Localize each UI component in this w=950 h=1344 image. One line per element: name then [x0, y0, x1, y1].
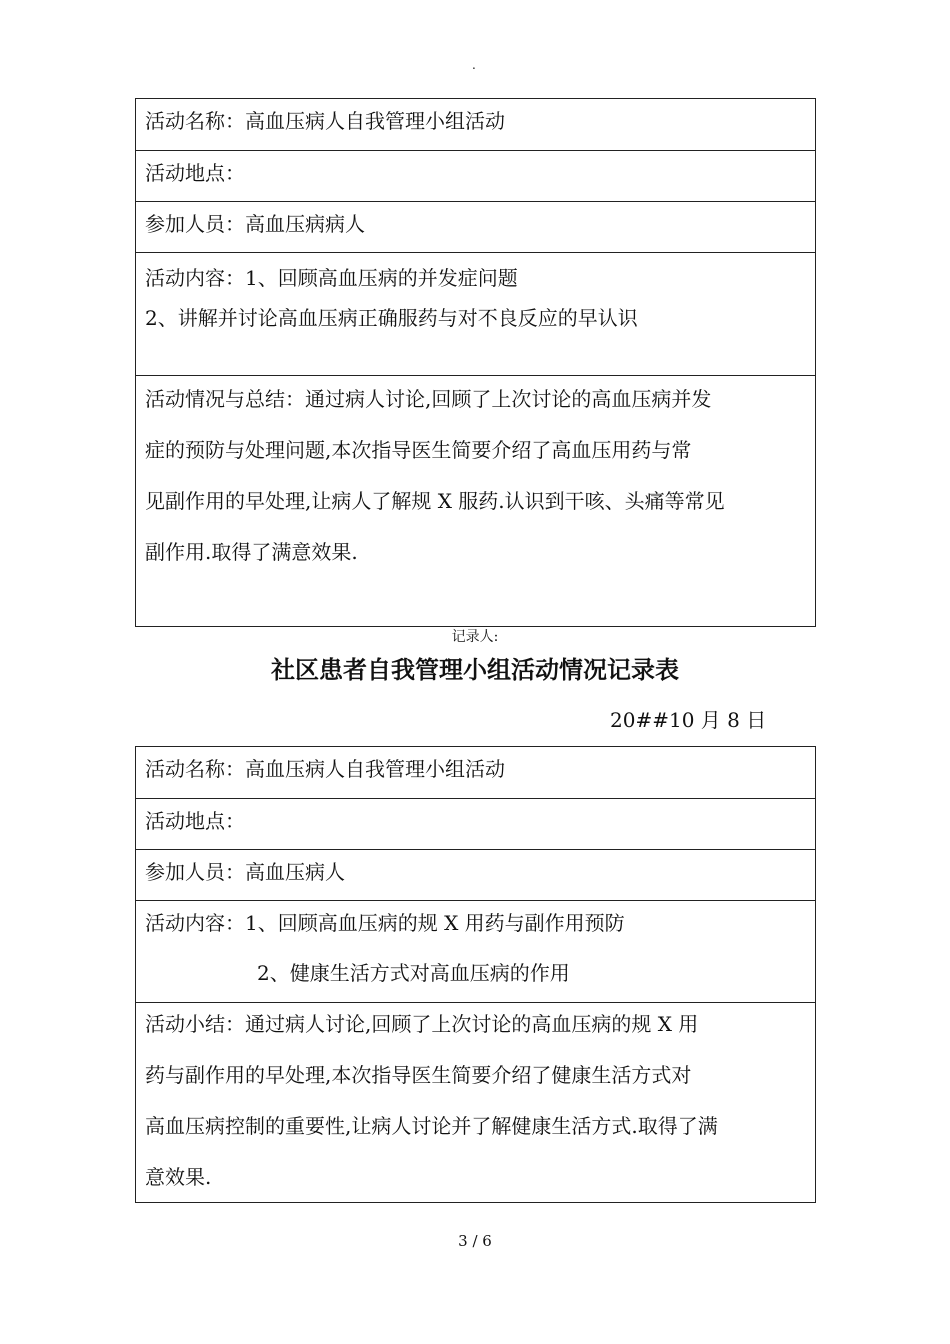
record-date: 20##10 月 8 日: [610, 708, 767, 732]
header-dot: .: [472, 58, 476, 72]
summary-line-4: 副作用.取得了满意效果.: [145, 540, 358, 564]
page-title: 社区患者自我管理小组活动情况记录表: [271, 655, 679, 684]
content-line-2: 2、讲解并讨论高血压病正确服药与对不良反应的早认识: [145, 306, 638, 330]
participants-row: 参加人员：高血压病病人: [136, 201, 815, 252]
participants-row: 参加人员：高血压病人: [136, 849, 815, 900]
summary-line-3: 高血压病控制的重要性,让病人讨论并了解健康生活方式.取得了满: [145, 1114, 718, 1138]
record-table-2: [135, 746, 816, 1203]
summary-line-2: 症的预防与处理问题,本次指导医生简要介绍了高血压用药与常: [145, 438, 692, 462]
summary-line-1: 活动情况与总结：通过病人讨论,回顾了上次讨论的高血压病并发: [145, 387, 712, 411]
recorder-label: 记录人:: [451, 629, 499, 645]
summary-line-4: 意效果.: [145, 1165, 212, 1189]
activity-name-row: 活动名称：高血压病人自我管理小组活动: [145, 757, 505, 781]
content-line-1: 活动内容：1、回顾高血压病的并发症问题: [145, 266, 518, 290]
summary-line-3: 见副作用的早处理,让病人了解规 X 服药.认识到干咳、头痛等常见: [145, 489, 725, 513]
record-table-1: [135, 98, 816, 627]
activity-location-row: 活动地点：: [136, 150, 815, 201]
activity-summary-row: [136, 1002, 815, 1202]
content-line-2: 2、健康生活方式对高血压病的作用: [257, 961, 570, 985]
activity-location-row: 活动地点：: [136, 798, 815, 849]
summary-line-1: 活动小结：通过病人讨论,回顾了上次讨论的高血压病的规 X 用: [145, 1012, 699, 1036]
page-number: 3 / 6: [458, 1232, 492, 1250]
activity-summary-row: [136, 375, 815, 626]
content-line-1: 活动内容：1、回顾高血压病的规 X 用药与副作用预防: [145, 911, 625, 935]
activity-content-row: [136, 252, 815, 375]
summary-line-2: 药与副作用的早处理,本次指导医生简要介绍了健康生活方式对: [145, 1063, 692, 1087]
activity-name-row: 活动名称：高血压病人自我管理小组活动: [145, 109, 505, 133]
activity-content-row: [136, 900, 815, 1002]
